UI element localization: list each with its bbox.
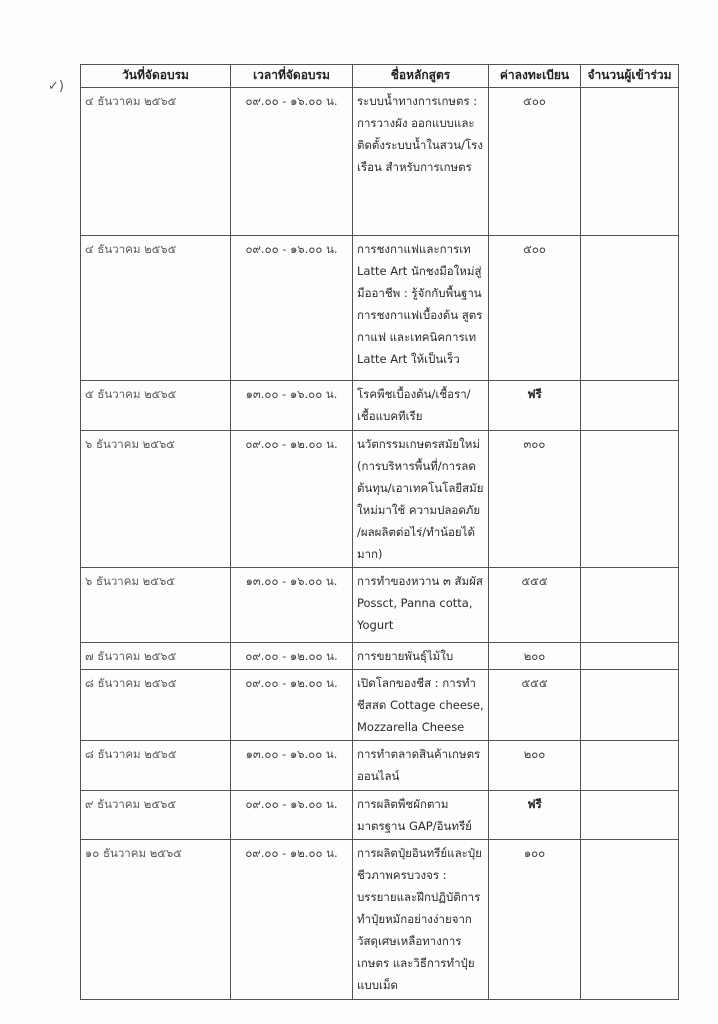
cell-course: การชงกาแฟและการเท Latte Art นักชงมือใหม่สู่มืออาชีพ : รู้จักกับพื้นฐานการชงกาแฟเบื้องต้น สูตรกาแฟ และเทคนิคการเท Latte Art ให้เป็นเร็ว <box>353 236 489 381</box>
table-row <box>81 431 679 568</box>
cell-time: ๑๓.๐๐ - ๑๖.๐๐ น. <box>231 381 353 431</box>
cell-fee: ๒๐๐ <box>489 643 581 670</box>
cell-date: ๕ ธันวาคม ๒๕๖๕ <box>81 381 231 431</box>
cell-course: นวัตกรรมเกษตรสมัยใหม่ (การบริหารพื้นที่/การลดต้นทุน/เอาเทคโนโลยีสมัยใหม่มาใช้ ความปลอดภัย /ผลผลิตต่อไร่/ทำน้อยได้มาก) <box>353 431 489 568</box>
cell-fee: ฟรี <box>489 791 581 840</box>
cell-attendees <box>581 791 679 840</box>
cell-attendees <box>581 236 679 381</box>
table-row <box>81 791 679 840</box>
cell-time: ๐๙.๐๐ - ๑๒.๐๐ น. <box>231 840 353 1000</box>
cell-attendees <box>581 741 679 791</box>
cell-fee: ฟรี <box>489 381 581 431</box>
cell-course: ระบบน้ำทางการเกษตร : การวางผัง ออกแบบและติดตั้งระบบน้ำในสวน/โรงเรือน สำหรับการเกษตร <box>353 88 489 236</box>
cell-date: ๗ ธันวาคม ๒๕๖๕ <box>81 643 231 670</box>
cell-course: การขยายพันธุ์ไม้ใบ <box>353 643 489 670</box>
cell-time: ๐๙.๐๐ - ๑๖.๐๐ น. <box>231 88 353 236</box>
cell-time: ๑๓.๐๐ - ๑๖.๐๐ น. <box>231 741 353 791</box>
cell-time: ๐๙.๐๐ - ๑๒.๐๐ น. <box>231 643 353 670</box>
cell-time: ๐๙.๐๐ - ๑๒.๐๐ น. <box>231 670 353 741</box>
table-row <box>81 381 679 431</box>
cell-time: ๑๓.๐๐ - ๑๖.๐๐ น. <box>231 568 353 643</box>
cell-attendees <box>581 670 679 741</box>
cell-date: ๖ ธันวาคม ๒๕๖๕ <box>81 568 231 643</box>
table-header-row <box>81 65 679 88</box>
header-course: ชื่อหลักสูตร <box>353 65 489 88</box>
header-fee: ค่าลงทะเบียน <box>489 65 581 88</box>
cell-attendees <box>581 568 679 643</box>
cell-fee: ๕๕๕ <box>489 670 581 741</box>
table-row <box>81 568 679 643</box>
table-row <box>81 643 679 670</box>
table-row <box>81 88 679 236</box>
cell-course: โรคพืชเบื้องต้น/เชื้อรา/เชื้อแบคทีเรีย <box>353 381 489 431</box>
cell-fee: ๒๐๐ <box>489 741 581 791</box>
cell-fee: ๓๐๐ <box>489 431 581 568</box>
cell-fee: ๑๐๐ <box>489 840 581 1000</box>
cell-course: เปิดโลกของชีส : การทำชีสสด Cottage cheese, Mozzarella Cheese <box>353 670 489 741</box>
cell-date: ๔ ธันวาคม ๒๕๖๕ <box>81 236 231 381</box>
cell-course: การผลิตปุ๋ยอินทรีย์และปุ๋ยชีวภาพครบวงจร : บรรยายและฝึกปฏิบัติการทำปุ๋ยหมักอย่างง่ายจากวัสดุเศษเหลือทางการเกษตร และวิธีการทำปุ๋ยแบบเม็ด <box>353 840 489 1000</box>
cell-date: ๘ ธันวาคม ๒๕๖๕ <box>81 741 231 791</box>
cell-fee: ๕๐๐ <box>489 236 581 381</box>
table-row <box>81 741 679 791</box>
cell-date: ๘ ธันวาคม ๒๕๖๕ <box>81 670 231 741</box>
cell-course: การผลิตพืชผักตามมาตรฐาน GAP/อินทรีย์ <box>353 791 489 840</box>
header-attendees: จำนวนผู้เข้าร่วม <box>581 65 679 88</box>
table-row <box>81 840 679 1000</box>
cell-time: ๐๙.๐๐ - ๑๒.๐๐ น. <box>231 431 353 568</box>
cell-date: ๑๐ ธันวาคม ๒๕๖๕ <box>81 840 231 1000</box>
cell-date: ๙ ธันวาคม ๒๕๖๕ <box>81 791 231 840</box>
training-schedule-table <box>80 64 679 1000</box>
header-date: วันที่จัดอบรม <box>81 65 231 88</box>
cell-date: ๖ ธันวาคม ๒๕๖๕ <box>81 431 231 568</box>
table-row <box>81 236 679 381</box>
cell-time: ๐๙.๐๐ - ๑๖.๐๐ น. <box>231 791 353 840</box>
header-time: เวลาที่จัดอบรม <box>231 65 353 88</box>
cell-course: การทำของหวาน ๓ สัมผัส Possct, Panna cotta, Yogurt <box>353 568 489 643</box>
cell-fee: ๕๐๐ <box>489 88 581 236</box>
check-mark: ✓) <box>48 79 64 94</box>
cell-date: ๔ ธันวาคม ๒๕๖๕ <box>81 88 231 236</box>
cell-attendees <box>581 643 679 670</box>
cell-attendees <box>581 431 679 568</box>
cell-attendees <box>581 840 679 1000</box>
cell-attendees <box>581 381 679 431</box>
cell-fee: ๕๕๕ <box>489 568 581 643</box>
table-row <box>81 670 679 741</box>
cell-attendees <box>581 88 679 236</box>
cell-course: การทำตลาดสินค้าเกษตรออนไลน์ <box>353 741 489 791</box>
cell-time: ๐๙.๐๐ - ๑๖.๐๐ น. <box>231 236 353 381</box>
